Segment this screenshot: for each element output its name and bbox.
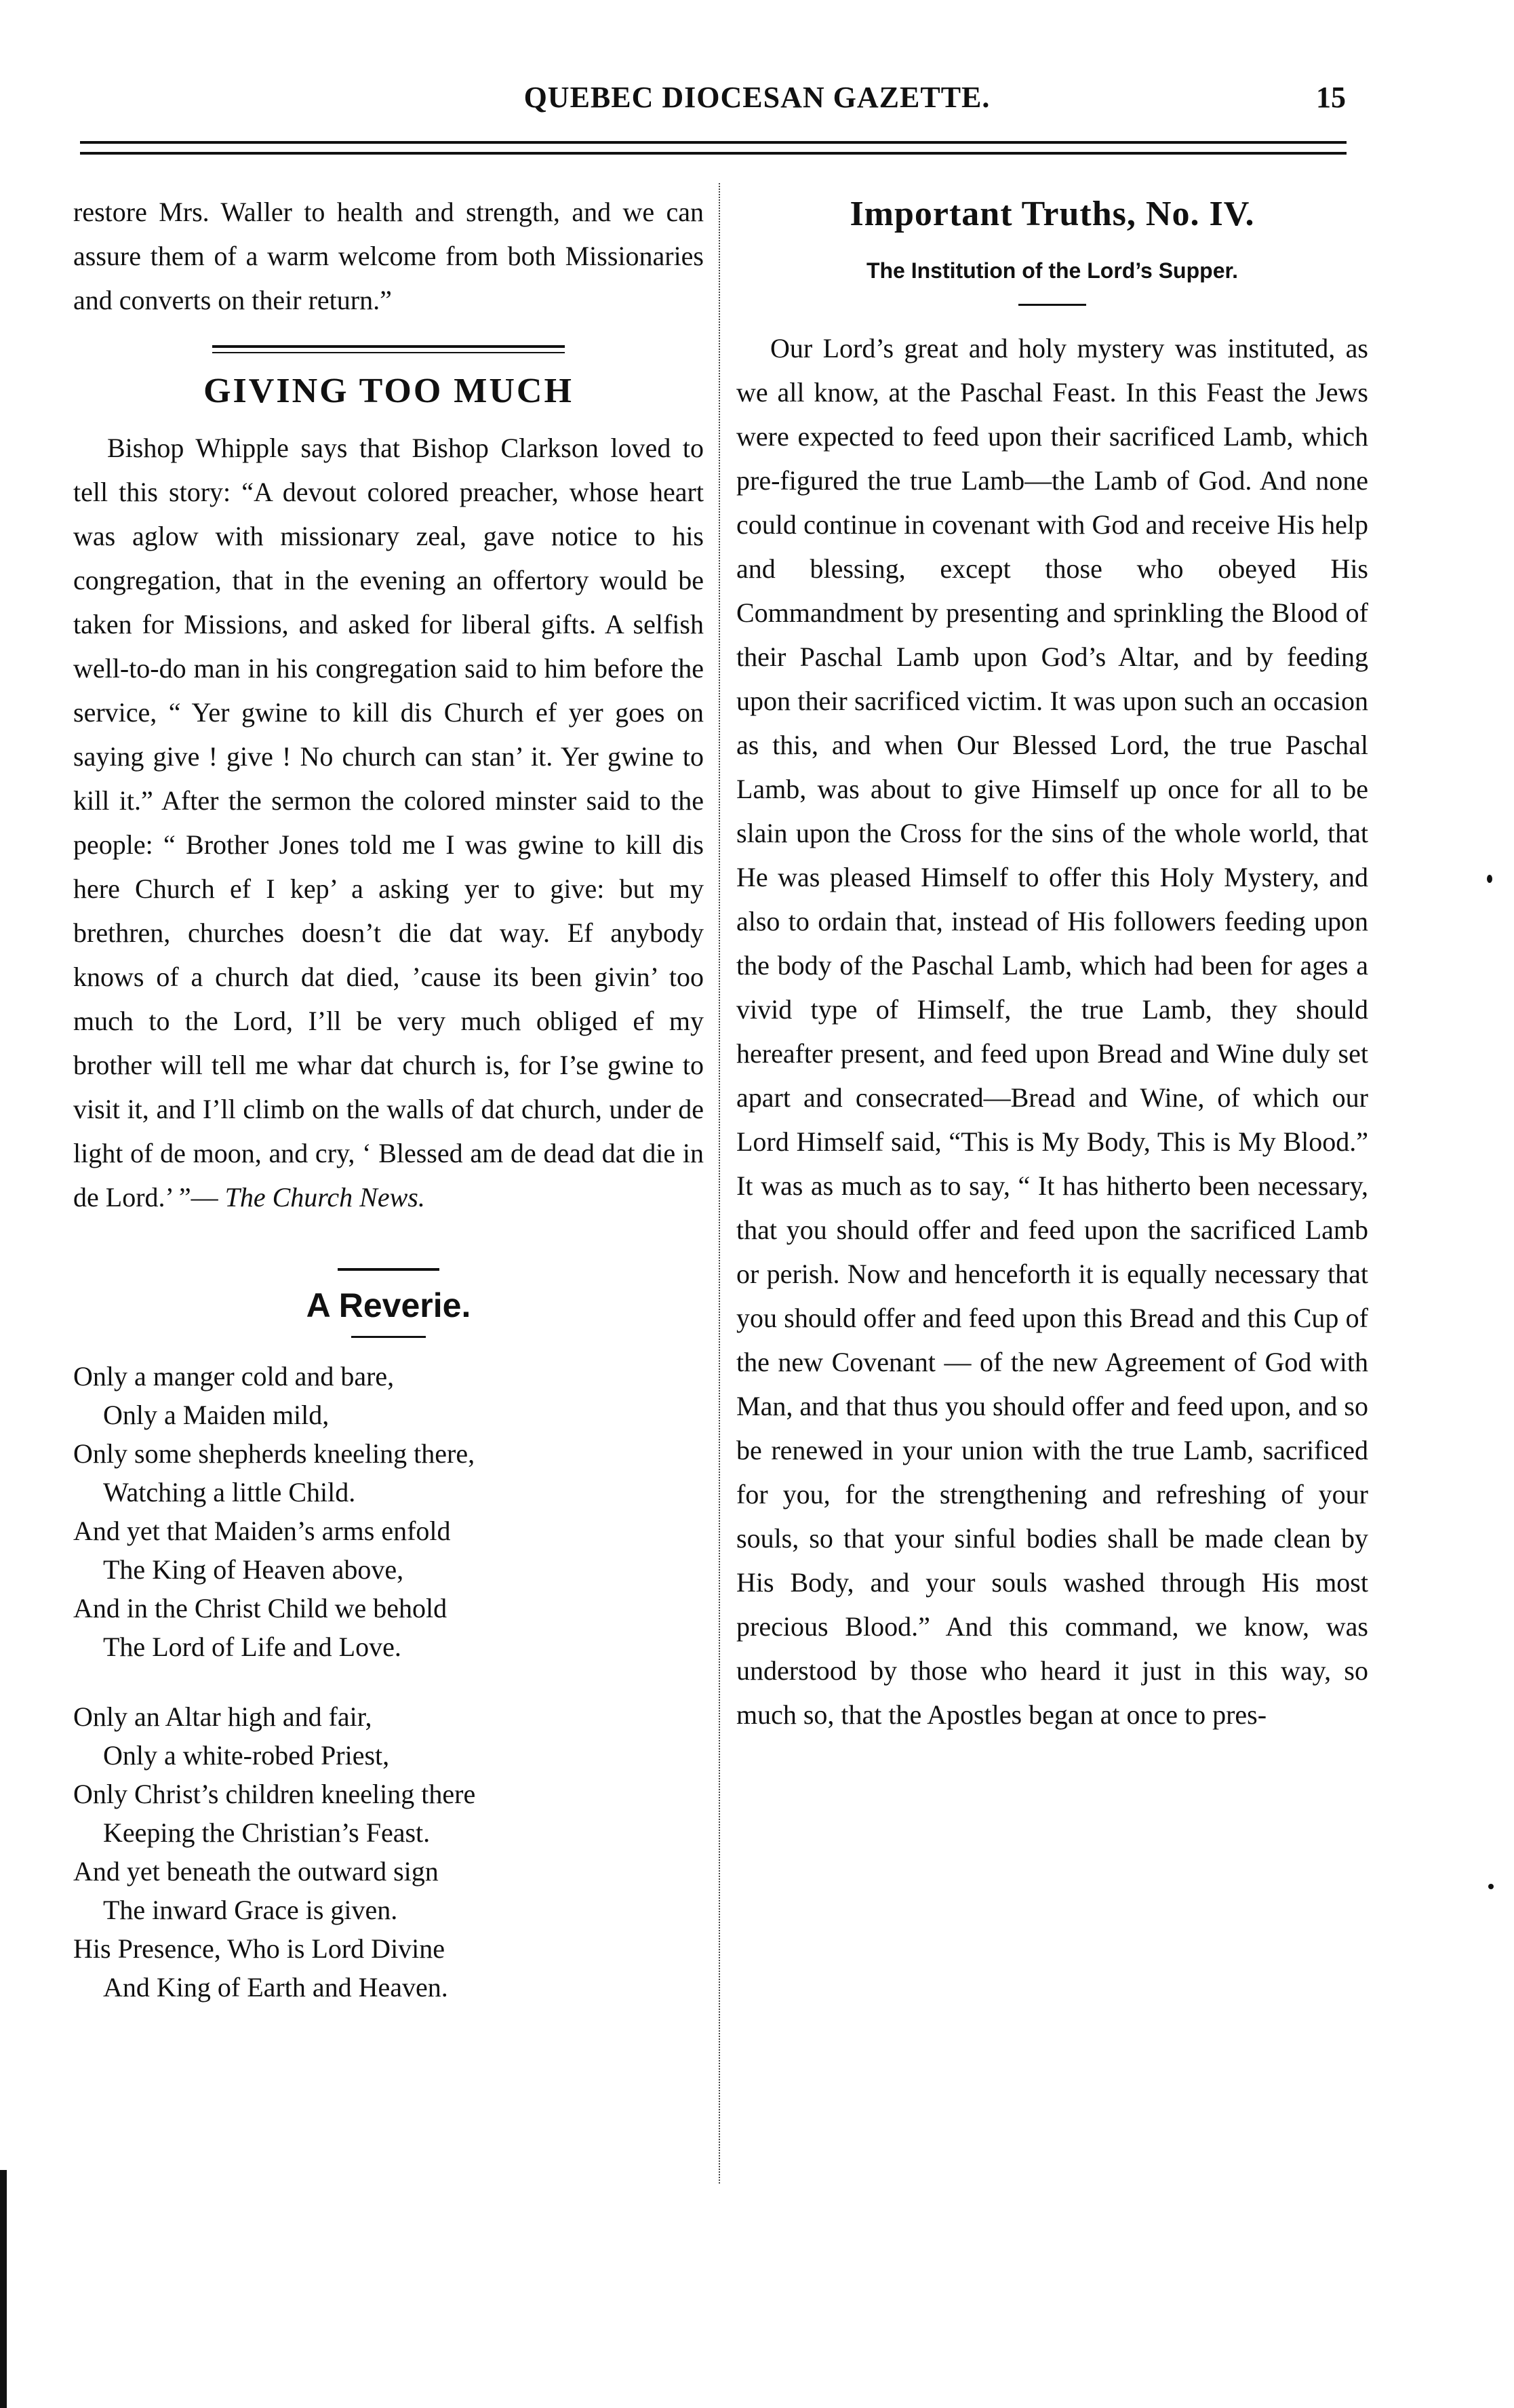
important-truths-body: Our Lord’s great and holy mystery was instituted, as we all know, at the Paschal Feast. In this Feast the Jews were expected to feed upon their sacrificed Lamb, which pre-figured the true Lamb—the Lamb of God. And none could continue in covenant with God and receive His help and blessing, except those who obeyed His Commandment by presenting and sprinkling the Blood of their Paschal Lamb upon God’s Altar, and by feeding upon their sacrificed victim. It was upon such an occasion as this, and when Our Blessed Lord, the true Paschal Lamb, was about to give Himself up once for all to be slain upon the Cross for the sins of the whole world, that He was pleased Himself to offer this Holy Mystery, and also to ordain that, instead of His followers feeding upon the body of the Paschal Lamb, which had been for ages a vivid type of Himself, the true Lamb, they should hereafter present, and feed upon Bread and Wine duly set apart and consecrated—Bread and Wine, of which our Lord Himself said, “This is My Body, This is My Blood.” It was as much as to say, “ It has hitherto been necessary, that you should offer and feed upon the sacrificed Lamb or perish. Now and henceforth it is equally necessary that you should offer and feed upon this Bread and this Cup of the new Covenant — of the new Agreement of God with Man, and that thus you should offer and feed upon, and so be renewed in your union with the true Lamb, sacrificed for you, for the strengthening and refreshing of your souls, so that your sinful bodies shall be made clean by His Body, and your souls washed through His most precious Blood.” And this command, we know, was understood by those who heard it just in this way, so much so, that the Apostles began at once to pres-: [736, 333, 1368, 1730]
poem-line: His Presence, Who is Lord Divine: [73, 1933, 445, 1964]
poem-line: The King of Heaven above,: [103, 1554, 404, 1585]
poem-line: Only a manger cold and bare,: [73, 1361, 395, 1391]
header-double-rule: [80, 141, 1347, 155]
section-rule: [212, 345, 565, 348]
reverie-rule-bottom: [351, 1336, 426, 1338]
poem-line: Only Christ’s children kneeling there: [73, 1779, 476, 1809]
poem-line: And yet that Maiden’s arms enfold: [73, 1516, 451, 1546]
reverie-title: A Reverie.: [306, 1286, 471, 1324]
giving-too-much-title: GIVING TOO MUCH: [203, 372, 574, 410]
giving-too-much-text: Bishop Whipple says that Bishop Clarkson loved to tell this story: “A devout colored preacher, whose heart was aglow with missionary zeal, gave notice to his congregation, that in the evening an offertory would be taken for Missions, and asked for liberal gifts. A selfish well-to-do man in his congregation said to him before the service, “ Yer gwine to kill dis Church ef yer goes on saying give ! give ! No church can stan’ it. Yer gwine to kill it.” After the sermon the colored minster said to the people: “ Brother Jones told me I was gwine to kill dis here Church ef I kep’ a asking yer to give: but my brethren, churches doesn’t die dat way. Ef anybody knows of a church dat died, ’cause its been givin’ too much to the Lord, I’ll be very much obliged ef my brother will tell me whar dat church is, for I’se gwine to visit it, and I’ll climb on the walls of dat church, under de light of de moon, and cry, ‘ Blessed am de dead dat die in de Lord.’ ”—: [73, 433, 704, 1212]
scan-edge-mark: [0, 2170, 7, 2408]
subtitle-rule: [1018, 304, 1086, 306]
page-header-title: QUEBEC DIOCESAN GAZETTE.: [523, 81, 991, 114]
stanza-2: [73, 1697, 704, 2007]
scan-speck: [1487, 875, 1492, 883]
stanza-gap: [73, 1666, 704, 1697]
poem-line: The inward Grace is given.: [103, 1895, 398, 1925]
poem-line: And yet beneath the outward sign: [73, 1856, 439, 1887]
article-credit: The Church News.: [224, 1182, 425, 1212]
poem-line: Only an Altar high and fair,: [73, 1701, 372, 1732]
reverie-rule-top: [338, 1268, 439, 1271]
poem-line: And in the Christ Child we behold: [73, 1593, 447, 1623]
poem-line: The Lord of Life and Love.: [103, 1632, 401, 1662]
left-column: [73, 190, 704, 2007]
poem-line: Keeping the Christian’s Feast.: [103, 1817, 431, 1848]
column-divider: [719, 183, 720, 2184]
giving-too-much-body: [73, 426, 704, 1219]
poem-line: Only a white-robed Priest,: [103, 1740, 390, 1771]
stanza-1: [73, 1357, 704, 1666]
important-truths-title: Important Truths, No. IV.: [850, 195, 1255, 233]
section-rule-thin: [212, 352, 565, 353]
right-column: [736, 190, 1368, 1737]
poem-line: And King of Earth and Heaven.: [103, 1972, 448, 2002]
reverie-poem: [73, 1357, 704, 2007]
scan-speck: [1488, 1884, 1494, 1889]
poem-line: Only some shepherds kneeling there,: [73, 1438, 475, 1469]
poem-line: Only a Maiden mild,: [103, 1400, 330, 1430]
important-truths-subtitle: The Institution of the Lord’s Supper.: [866, 258, 1239, 283]
continuation-paragraph: restore Mrs. Waller to health and strength, and we can assure them of a warm welcome from both Missionaries and converts on their return.”: [73, 197, 704, 315]
poem-line: Watching a little Child.: [103, 1477, 356, 1507]
page-number: 15: [1316, 81, 1346, 114]
